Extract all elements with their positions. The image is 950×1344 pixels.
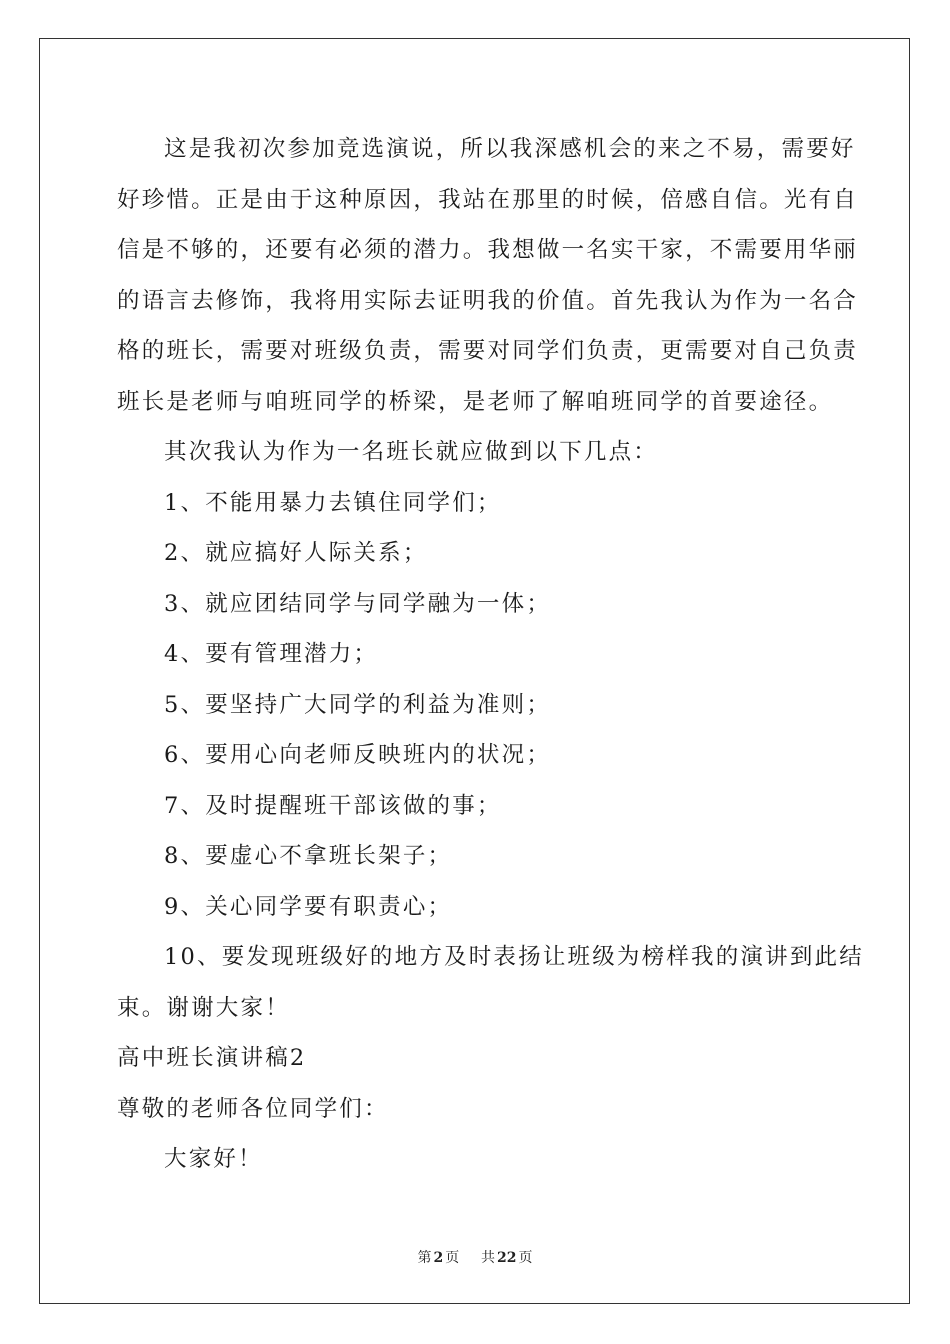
paragraph-line: 班长是老师与咱班同学的桥梁，是老师了解咱班同学的首要途径。 [117,388,834,415]
paragraph-line: 这是我初次参加竞选演说，所以我深感机会的来之不易，需要好 [164,136,856,162]
list-item: 1、不能用暴力去镇住同学们； [164,489,502,516]
list-item: 7、及时提醒班干部该做的事； [164,792,502,819]
list-item: 8、要虚心不拿班长架子； [164,843,453,869]
page-unit: 页 [445,1250,460,1266]
total-unit: 页 [518,1250,533,1266]
page-number: 2 [433,1250,444,1266]
list-item: 10、要发现班级好的地方及时表扬让班级为榜样我的演讲到此结 [164,944,864,970]
paragraph-line: 其次我认为作为一名班长就应做到以下几点： [164,439,659,465]
paragraph-line: 格的班长，需要对班级负责，需要对同学们负责，更需要对自己负责 [117,338,859,364]
page-footer [0,1247,950,1267]
list-item: 9、关心同学要有职责心； [164,893,453,920]
document-body [117,124,864,1185]
total-pages: 22 [497,1250,517,1266]
section-title: 高中班长演讲稿2 [117,1045,307,1071]
greeting: 大家好！ [164,1146,263,1172]
list-item: 6、要用心向老师反映班内的状况； [164,742,552,768]
paragraph-line: 束。谢谢大家！ [117,994,290,1021]
paragraph-line: 的语言去修饰，我将用实际去证明我的价值。首先我认为作为一名合 [117,287,859,314]
list-item: 4、要有管理潜力； [164,641,379,667]
list-item: 3、就应团结同学与同学融为一体； [164,590,552,617]
paragraph-line: 好珍惜。正是由于这种原因，我站在那里的时候，倍感自信。光有自 [117,186,859,213]
list-item: 2、就应搞好人际关系； [164,540,428,566]
total-prefix: 共 [481,1250,496,1266]
salutation: 尊敬的老师各位同学们： [117,1095,389,1122]
paragraph-line: 信是不够的，还要有必须的潜力。我想做一名实干家，不需要用华丽 [117,237,859,263]
page-prefix: 第 [417,1250,432,1266]
list-item: 5、要坚持广大同学的利益为准则； [164,691,552,718]
